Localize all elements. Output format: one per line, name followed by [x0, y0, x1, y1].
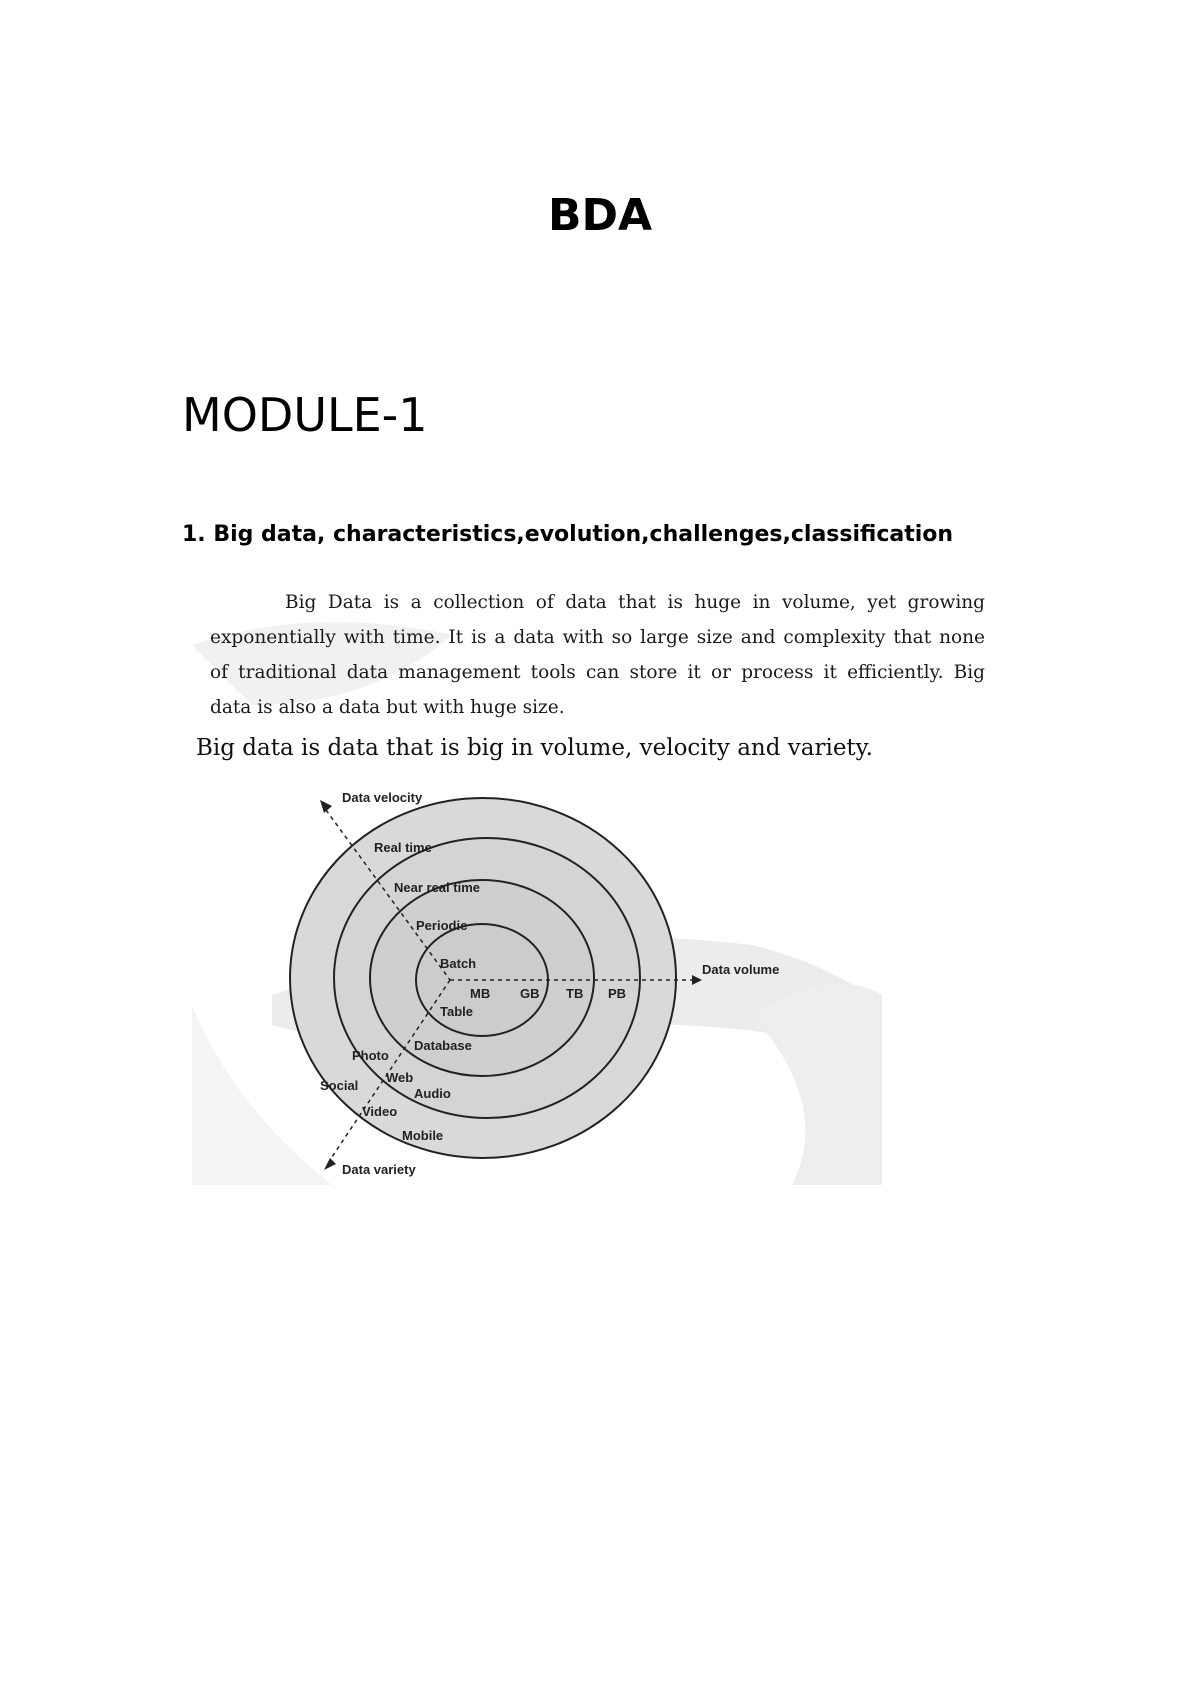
document-title: BDA — [547, 190, 653, 241]
label-audio: Audio — [414, 1086, 451, 1101]
label-pb: PB — [608, 986, 627, 1001]
label-video: Video — [362, 1104, 398, 1119]
velocity-arrow — [320, 800, 332, 813]
label-web: Web — [386, 1070, 414, 1085]
label-table: Table — [440, 1004, 473, 1019]
tagline: Big data is data that is big in volume, velocity and variety. — [196, 735, 873, 761]
label-periodic: Periodic — [416, 918, 468, 933]
label-mb: MB — [470, 986, 491, 1001]
label-social: Social — [320, 1078, 359, 1093]
volume-arrow — [692, 975, 702, 985]
label-data-velocity: Data velocity — [342, 790, 423, 805]
paragraph-line: Big Data is a collection of data that is huge in volume, yet growing — [285, 592, 985, 613]
label-gb: GB — [520, 986, 540, 1001]
label-photo: Photo — [352, 1048, 389, 1063]
label-data-volume: Data volume — [702, 962, 780, 977]
label-tb: TB — [566, 986, 584, 1001]
label-batch: Batch — [440, 956, 477, 971]
variety-arrow — [324, 1158, 336, 1170]
module-heading: MODULE-1 — [182, 388, 428, 442]
paragraph-line: data is also a data but with huge size. — [210, 697, 565, 718]
label-real-time: Real time — [374, 840, 432, 855]
big-data-3v-diagram — [290, 780, 890, 1190]
section-heading: 1. Big data, characteristics,evolution,challenges,classification — [182, 522, 954, 547]
paragraph-line: of traditional data management tools can store it or process it efficiently. Big — [210, 662, 985, 683]
paragraph-line: exponentially with time. It is a data with so large size and complexity that none — [210, 627, 985, 648]
label-near-real-time: Near real time — [394, 880, 480, 895]
label-data-variety: Data variety — [342, 1162, 416, 1177]
label-mobile: Mobile — [402, 1128, 444, 1143]
label-database: Database — [414, 1038, 472, 1053]
intro-paragraph — [210, 585, 985, 725]
